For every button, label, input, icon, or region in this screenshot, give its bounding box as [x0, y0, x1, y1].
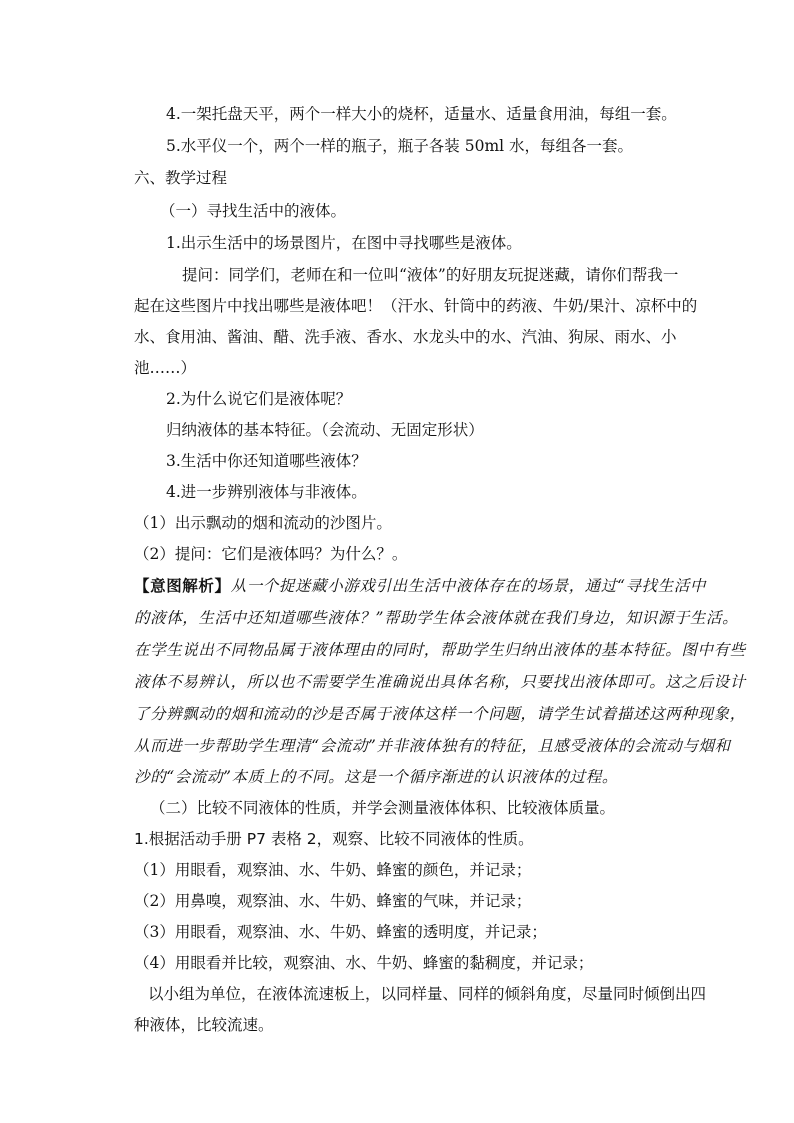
- group-activity-line-1: 以小组为单位，在液体流速板上，以同样量、同样的倾斜角度，尽量同时倾倒出四: [148, 985, 707, 1003]
- intent-analysis-line-1: [134, 576, 706, 596]
- intent-analysis-line-5: 了分辨飘动的烟和流动的沙是否属于液体这样一个问题，请学生试着描述这两种现象，: [134, 705, 746, 723]
- intent-analysis-line-4: 液体不易辨认，所以也不需要学生准确说出具体名称，只要找出液体即可。这之后设计: [134, 673, 746, 691]
- intent-analysis-line-3: 在学生说出不同物品属于液体理由的同时，帮助学生归纳出液体的基本特征。图中有些: [134, 641, 746, 659]
- intent-analysis-line-2: 的液体，生活中还知道哪些液体？”帮助学生体会液体就在我们身边，知识源于生活。: [134, 609, 739, 627]
- question-paragraph-line-2: 起在这些图片中找出哪些是液体吧！（汗水、针筒中的药液、牛奶/果汁、凉杯中的: [134, 297, 698, 315]
- intent-analysis-line-7: 沙的“会流动”本质上的不同。这是一个循序渐进的认识液体的过程。: [134, 768, 618, 786]
- intent-analysis-label: 【意图解析】: [134, 576, 231, 595]
- question-paragraph-line-4: 池……）: [134, 359, 197, 377]
- activity-substep-2: （2）用鼻嗅，观察油、水、牛奶、蜂蜜的气味，并记录；: [134, 892, 532, 910]
- substep-1: （1）出示飘动的烟和流动的沙图片。: [134, 514, 392, 532]
- summary-line: 归纳液体的基本特征。（会流动、无固定形状）: [166, 421, 484, 439]
- material-item-4: 4.一架托盘天平，两个一样大小的烧杯，适量水、适量食用油，每组一套。: [166, 105, 677, 123]
- group-activity-line-2: 种液体，比较流速。: [134, 1016, 274, 1034]
- step-3: 3.生活中你还知道哪些液体？: [166, 452, 367, 470]
- step-4: 4.进一步辨别液体与非液体。: [166, 483, 367, 501]
- activity-substep-3: （3）用眼看，观察油、水、牛奶、蜂蜜的透明度，并记录；: [134, 923, 547, 941]
- intent-analysis-line-6: 从而进一步帮助学生理清“会流动”并非液体独有的特征，且感受液体的会流动与烟和: [134, 737, 731, 755]
- activity-substep-4: （4）用眼看并比较，观察油、水、牛奶、蜂蜜的黏稠度，并记录；: [134, 954, 594, 972]
- section-heading-teaching-process: 六、教学过程: [134, 169, 228, 187]
- activity-substep-1: （1）用眼看，观察油、水、牛奶、蜂蜜的颜色，并记录；: [134, 861, 532, 879]
- step-2: 2.为什么说它们是液体呢？: [166, 390, 352, 408]
- intent-analysis-text: 从一个捉迷藏小游戏引出生活中液体存在的场景，通过“寻找生活中: [230, 577, 707, 595]
- step-1: 1.出示生活中的场景图片，在图中寻找哪些是液体。: [166, 234, 522, 252]
- subsection-heading-1: （一）寻找生活中的液体。: [160, 202, 347, 220]
- substep-2: （2）提问：它们是液体吗？为什么？。: [134, 545, 408, 563]
- material-item-5: 5.水平仪一个，两个一样的瓶子，瓶子各装 50ml 水，每组各一套。: [166, 137, 634, 155]
- activity-step-1: 1.根据活动手册 P7 表格 2，观察、比较不同液体的性质。: [134, 830, 534, 848]
- question-paragraph-line-3: 水、食用油、酱油、醋、洗手液、香水、水龙头中的水、汽油、狗尿、雨水、小: [134, 328, 677, 346]
- question-paragraph-line-1: 提问：同学们，老师在和一位叫“液体”的好朋友玩捉迷藏，请你们帮我一: [182, 266, 679, 284]
- subsection-heading-2: （二）比较不同液体的性质，并学会测量液体体积、比较液体质量。: [150, 799, 616, 817]
